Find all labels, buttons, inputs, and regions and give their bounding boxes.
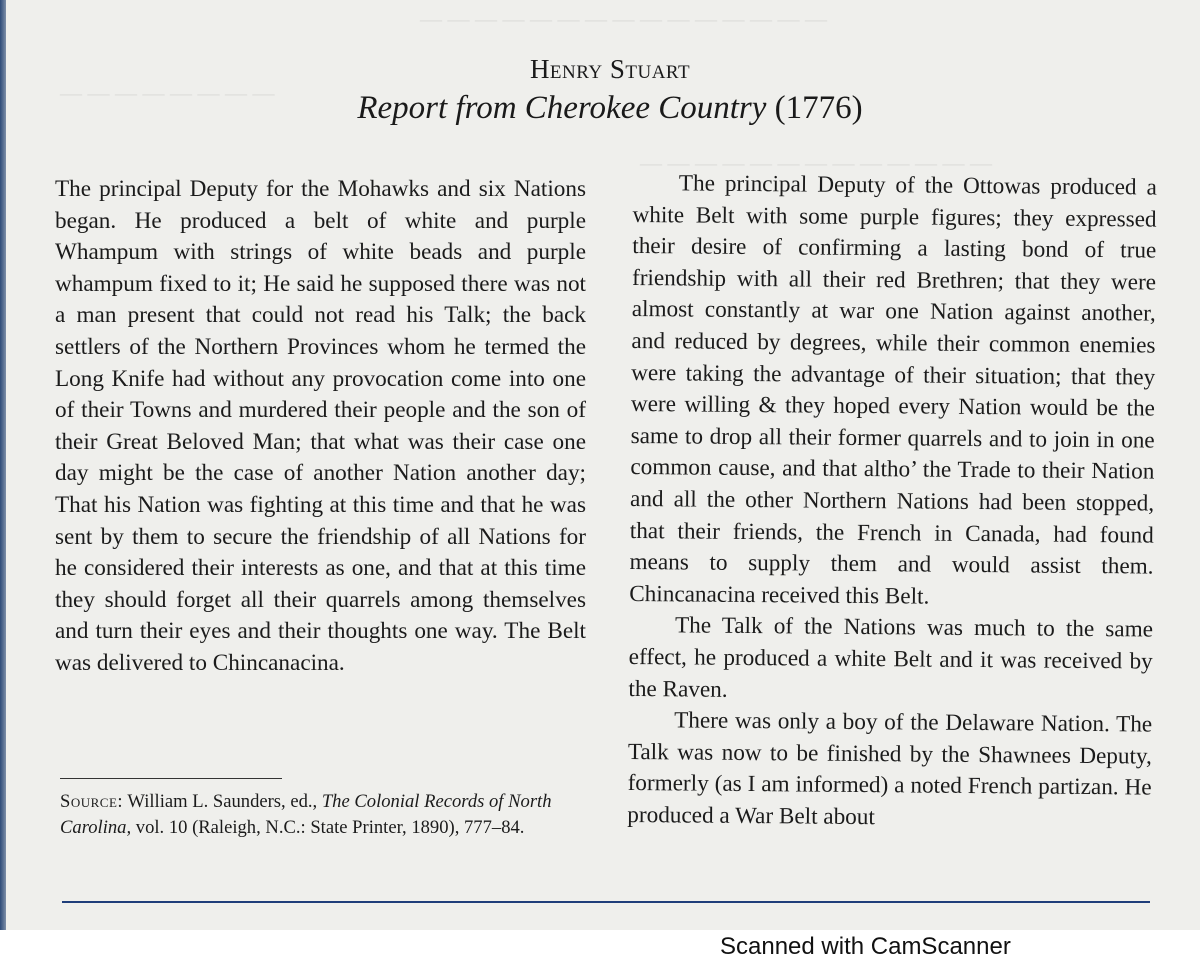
right-column [627,168,1157,836]
source-editor: William L. Saunders, ed., [127,791,318,812]
right-paragraph-2: The Talk of the Nations was much to the same effect, he produced a white Belt and it was received by the Raven. [628,612,1154,703]
page-bottom-line [62,901,1150,903]
scanner-watermark: Scanned with CamScanner [720,933,1011,960]
document-title [20,88,1200,128]
source-book-title: The Colonial Records of North Carolina, [60,791,552,838]
document-title-italic: Report from Cherokee Country [357,90,767,126]
chapter-heading [0,52,1200,128]
bleed-through-text: — — — — — — — — [60,80,275,105]
source-footnote [60,789,588,841]
right-paragraph-3: There was only a boy of the Delaware Nation. The Talk was now to be finished by the Shawnees Deputy, formerly (as I am informed) a noted French partizan. He produced a War Belt about [627,707,1153,831]
source-details: vol. 10 (Raleigh, N.C.: State Printer, 1890), 777–84. [135,817,525,838]
page-edge-shadow [0,0,6,930]
bleed-through-text: — — — — — — — — — — — — — [640,150,992,175]
left-column [55,174,586,680]
left-paragraph: The principal Deputy for the Mohawks and six Nations began. He produced a belt of white and purple Whampum with strings of white beads and purple whampum fixed to it; He said he supposed there was not a man present that could not read his Talk; the back settlers of the Northern Provinces whom he termed the Long Knife had without any provocation come into one of their Towns and murdered their people and the son of their Great Beloved Man; that what was their case one day might be the case of another Nation another day; That his Nation was fighting at this time and that he was sent by them to secure the friendship of all Nations for he considered their interests as one, and that at this time they should forget all their quarrels among themselves and turn their eyes and their thoughts one way. The Belt was delivered to Chincanacina. [55,176,586,676]
author-name: Henry Stuart [529,54,691,84]
right-paragraph-1: The principal Deputy of the Ottowas produced a white Belt with some purple figures; they expressed their desire of confirming a lasting bond of true friendship with all their red Brethren; that they were almost constantly at war one Nation against another, and reduced by degrees, while their common enemies were taking the advantage of their situation; that they were willing & they hoped every Nation would be the same to drop all their former quarrels and to join in one common cause, and that altho’ the Trade to their Nation and all the other Northern Nations had been stopped, that their friends, the French in Canada, had found means to supply them and would assist them. Chincanacina received this Belt. [629,170,1157,610]
document-year: (1776) [774,90,863,126]
bleed-through-text: — — — — — — — — — — — — — — — [420,6,827,31]
footnote-rule [60,778,282,779]
source-label: Source: [60,791,124,812]
